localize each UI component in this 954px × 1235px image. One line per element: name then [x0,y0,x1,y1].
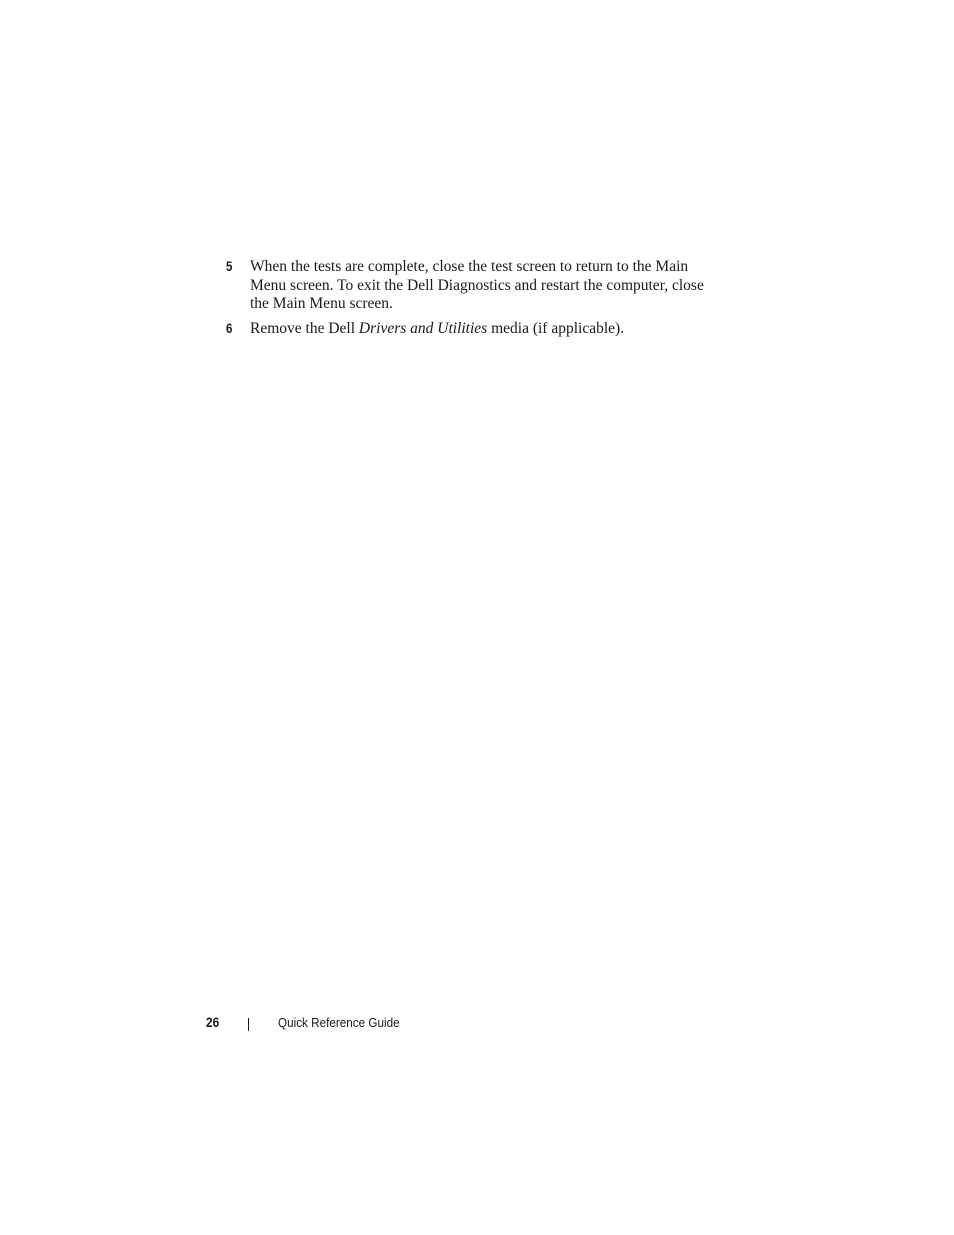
step-6 [226,320,726,339]
step-text [250,320,718,339]
step-text: When the tests are complete, close the test screen to return to the Main Menu screen. To exit the Dell Diagnostics and restart the computer, close the Main Menu screen. [250,258,704,312]
media-name-emphasis: Drivers and Utilities [358,319,488,337]
step-number: 5 [226,259,233,274]
footer-title: Quick Reference Guide [278,1015,400,1030]
step-text-before: Remove the Dell [250,319,359,337]
page-number: 26 [206,1015,220,1030]
step-text-after: media (if applicable). [487,319,625,337]
step-number: 6 [226,320,233,336]
step-list [226,258,726,344]
step-5 [226,258,726,314]
footer-divider [248,1018,249,1031]
